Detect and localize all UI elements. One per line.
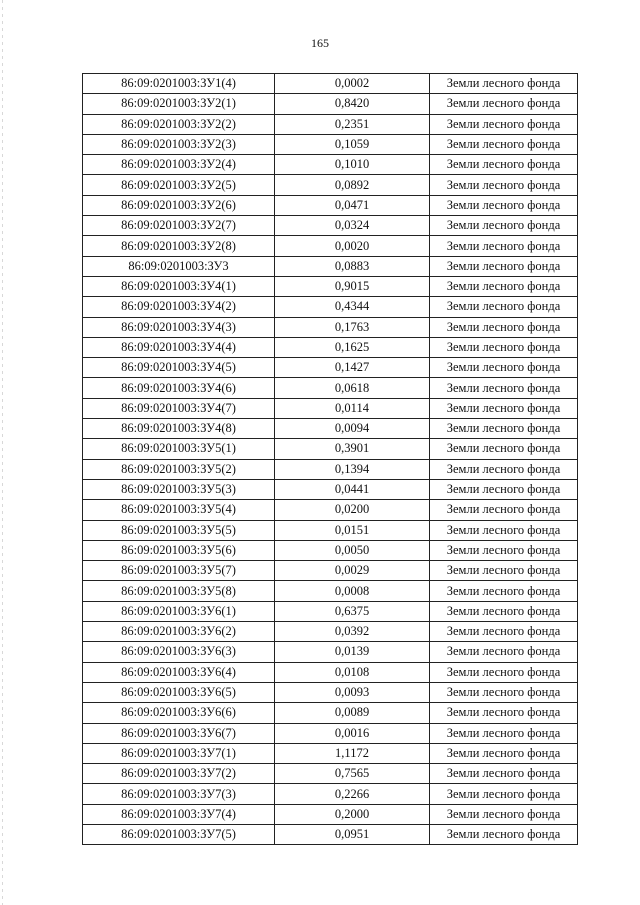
cell-land-category: Земли лесного фонда	[430, 114, 578, 134]
cell-land-category: Земли лесного фонда	[430, 500, 578, 520]
cell-land-category: Земли лесного фонда	[430, 540, 578, 560]
cell-area: 0,1059	[275, 134, 430, 154]
table-row	[83, 317, 578, 337]
cell-land-category: Земли лесного фонда	[430, 682, 578, 702]
table-row	[83, 581, 578, 601]
cell-land-category: Земли лесного фонда	[430, 94, 578, 114]
cell-cadastral-number: 86:09:0201003:ЗУ5(4)	[83, 500, 275, 520]
table-row	[83, 94, 578, 114]
table-row	[83, 378, 578, 398]
cell-land-category: Земли лесного фонда	[430, 317, 578, 337]
table-body	[83, 74, 578, 845]
table-row	[83, 398, 578, 418]
cell-cadastral-number: 86:09:0201003:ЗУ2(4)	[83, 155, 275, 175]
table-row	[83, 500, 578, 520]
cell-cadastral-number: 86:09:0201003:ЗУ2(7)	[83, 216, 275, 236]
cell-area: 0,1625	[275, 337, 430, 357]
cell-cadastral-number: 86:09:0201003:ЗУ5(5)	[83, 520, 275, 540]
table-row	[83, 743, 578, 763]
cell-area: 0,9015	[275, 276, 430, 296]
table-row	[83, 358, 578, 378]
table-row	[83, 297, 578, 317]
cell-area: 0,0108	[275, 662, 430, 682]
cell-cadastral-number: 86:09:0201003:ЗУ2(1)	[83, 94, 275, 114]
cell-area: 0,4344	[275, 297, 430, 317]
cell-cadastral-number: 86:09:0201003:ЗУ7(1)	[83, 743, 275, 763]
table-row	[83, 276, 578, 296]
cell-cadastral-number: 86:09:0201003:ЗУ6(6)	[83, 703, 275, 723]
scan-edge	[2, 0, 3, 905]
cell-land-category: Земли лесного фонда	[430, 601, 578, 621]
cell-area: 0,0618	[275, 378, 430, 398]
table-row	[83, 459, 578, 479]
cell-cadastral-number: 86:09:0201003:ЗУ7(3)	[83, 784, 275, 804]
cell-cadastral-number: 86:09:0201003:ЗУ7(2)	[83, 764, 275, 784]
cell-cadastral-number: 86:09:0201003:ЗУ4(3)	[83, 317, 275, 337]
cell-land-category: Земли лесного фонда	[430, 378, 578, 398]
cell-area: 0,0089	[275, 703, 430, 723]
cell-land-category: Земли лесного фонда	[430, 74, 578, 94]
table-row	[83, 419, 578, 439]
cell-area: 0,0151	[275, 520, 430, 540]
table-row	[83, 540, 578, 560]
cell-cadastral-number: 86:09:0201003:ЗУ1(4)	[83, 74, 275, 94]
cell-cadastral-number: 86:09:0201003:ЗУ5(3)	[83, 479, 275, 499]
table-row	[83, 804, 578, 824]
cell-land-category: Земли лесного фонда	[430, 155, 578, 175]
cell-land-category: Земли лесного фонда	[430, 358, 578, 378]
cell-area: 0,2351	[275, 114, 430, 134]
cell-area: 0,2000	[275, 804, 430, 824]
cell-land-category: Земли лесного фонда	[430, 337, 578, 357]
cell-area: 0,0093	[275, 682, 430, 702]
cell-land-category: Земли лесного фонда	[430, 256, 578, 276]
cell-cadastral-number: 86:09:0201003:ЗУ4(1)	[83, 276, 275, 296]
cell-area: 0,3901	[275, 439, 430, 459]
cell-area: 0,0392	[275, 622, 430, 642]
cell-cadastral-number: 86:09:0201003:ЗУ2(6)	[83, 195, 275, 215]
cell-area: 0,0016	[275, 723, 430, 743]
table-row	[83, 439, 578, 459]
cell-land-category: Земли лесного фонда	[430, 743, 578, 763]
cell-area: 0,0324	[275, 216, 430, 236]
table-row	[83, 764, 578, 784]
cell-cadastral-number: 86:09:0201003:ЗУ4(5)	[83, 358, 275, 378]
cell-cadastral-number: 86:09:0201003:ЗУ6(2)	[83, 622, 275, 642]
table-row	[83, 134, 578, 154]
cell-area: 0,0471	[275, 195, 430, 215]
cell-area: 0,0883	[275, 256, 430, 276]
cell-cadastral-number: 86:09:0201003:ЗУ3	[83, 256, 275, 276]
table-row	[83, 479, 578, 499]
cell-area: 0,1763	[275, 317, 430, 337]
cell-land-category: Земли лесного фонда	[430, 276, 578, 296]
table-row	[83, 784, 578, 804]
cell-area: 0,0094	[275, 419, 430, 439]
cell-cadastral-number: 86:09:0201003:ЗУ4(6)	[83, 378, 275, 398]
table-row	[83, 723, 578, 743]
cell-land-category: Земли лесного фонда	[430, 216, 578, 236]
cell-area: 0,1427	[275, 358, 430, 378]
cell-cadastral-number: 86:09:0201003:ЗУ2(5)	[83, 175, 275, 195]
table-row	[83, 175, 578, 195]
cell-land-category: Земли лесного фонда	[430, 439, 578, 459]
cell-cadastral-number: 86:09:0201003:ЗУ2(8)	[83, 236, 275, 256]
cell-land-category: Земли лесного фонда	[430, 824, 578, 844]
cell-land-category: Земли лесного фонда	[430, 134, 578, 154]
cell-cadastral-number: 86:09:0201003:ЗУ2(2)	[83, 114, 275, 134]
cell-land-category: Земли лесного фонда	[430, 297, 578, 317]
cell-land-category: Земли лесного фонда	[430, 764, 578, 784]
table-row	[83, 703, 578, 723]
cell-land-category: Земли лесного фонда	[430, 642, 578, 662]
cell-area: 0,0008	[275, 581, 430, 601]
cell-area: 0,1394	[275, 459, 430, 479]
cell-area: 1,1172	[275, 743, 430, 763]
cell-land-category: Земли лесного фонда	[430, 398, 578, 418]
cell-cadastral-number: 86:09:0201003:ЗУ6(7)	[83, 723, 275, 743]
cell-cadastral-number: 86:09:0201003:ЗУ5(8)	[83, 581, 275, 601]
table-row	[83, 195, 578, 215]
table-row	[83, 561, 578, 581]
table-row	[83, 824, 578, 844]
cell-land-category: Земли лесного фонда	[430, 195, 578, 215]
table-row	[83, 256, 578, 276]
cell-cadastral-number: 86:09:0201003:ЗУ4(4)	[83, 337, 275, 357]
cell-area: 0,0951	[275, 824, 430, 844]
cell-area: 0,0050	[275, 540, 430, 560]
cell-area: 0,0892	[275, 175, 430, 195]
cell-land-category: Земли лесного фонда	[430, 784, 578, 804]
cell-land-category: Земли лесного фонда	[430, 662, 578, 682]
cell-cadastral-number: 86:09:0201003:ЗУ7(4)	[83, 804, 275, 824]
cell-area: 0,0002	[275, 74, 430, 94]
cell-cadastral-number: 86:09:0201003:ЗУ5(7)	[83, 561, 275, 581]
cell-area: 0,7565	[275, 764, 430, 784]
cell-land-category: Земли лесного фонда	[430, 703, 578, 723]
cell-land-category: Земли лесного фонда	[430, 520, 578, 540]
cell-land-category: Земли лесного фонда	[430, 175, 578, 195]
cell-cadastral-number: 86:09:0201003:ЗУ5(6)	[83, 540, 275, 560]
table-row	[83, 622, 578, 642]
cell-cadastral-number: 86:09:0201003:ЗУ6(3)	[83, 642, 275, 662]
cell-area: 0,6375	[275, 601, 430, 621]
table-row	[83, 74, 578, 94]
cell-land-category: Земли лесного фонда	[430, 581, 578, 601]
cell-area: 0,0200	[275, 500, 430, 520]
cell-cadastral-number: 86:09:0201003:ЗУ6(4)	[83, 662, 275, 682]
cell-area: 0,0114	[275, 398, 430, 418]
cell-area: 0,8420	[275, 94, 430, 114]
cell-land-category: Земли лесного фонда	[430, 479, 578, 499]
cell-cadastral-number: 86:09:0201003:ЗУ4(2)	[83, 297, 275, 317]
cell-area: 0,0029	[275, 561, 430, 581]
table-row	[83, 216, 578, 236]
cell-area: 0,2266	[275, 784, 430, 804]
table-row	[83, 337, 578, 357]
cell-land-category: Земли лесного фонда	[430, 561, 578, 581]
land-plots-table	[82, 73, 578, 845]
cell-area: 0,0020	[275, 236, 430, 256]
cell-land-category: Земли лесного фонда	[430, 419, 578, 439]
cell-land-category: Земли лесного фонда	[430, 459, 578, 479]
cell-cadastral-number: 86:09:0201003:ЗУ6(1)	[83, 601, 275, 621]
cell-area: 0,0441	[275, 479, 430, 499]
table-row	[83, 642, 578, 662]
cell-cadastral-number: 86:09:0201003:ЗУ2(3)	[83, 134, 275, 154]
cell-land-category: Земли лесного фонда	[430, 622, 578, 642]
cell-area: 0,1010	[275, 155, 430, 175]
table-row	[83, 520, 578, 540]
table-row	[83, 682, 578, 702]
cell-cadastral-number: 86:09:0201003:ЗУ5(2)	[83, 459, 275, 479]
cell-land-category: Земли лесного фонда	[430, 236, 578, 256]
cell-area: 0,0139	[275, 642, 430, 662]
cell-cadastral-number: 86:09:0201003:ЗУ7(5)	[83, 824, 275, 844]
table-row	[83, 236, 578, 256]
cell-cadastral-number: 86:09:0201003:ЗУ6(5)	[83, 682, 275, 702]
table-row	[83, 601, 578, 621]
table-row	[83, 114, 578, 134]
cell-land-category: Земли лесного фонда	[430, 723, 578, 743]
cell-land-category: Земли лесного фонда	[430, 804, 578, 824]
table-row	[83, 662, 578, 682]
page-number: 165	[311, 36, 329, 50]
table-row	[83, 155, 578, 175]
cell-cadastral-number: 86:09:0201003:ЗУ4(8)	[83, 419, 275, 439]
cell-cadastral-number: 86:09:0201003:ЗУ5(1)	[83, 439, 275, 459]
cell-cadastral-number: 86:09:0201003:ЗУ4(7)	[83, 398, 275, 418]
